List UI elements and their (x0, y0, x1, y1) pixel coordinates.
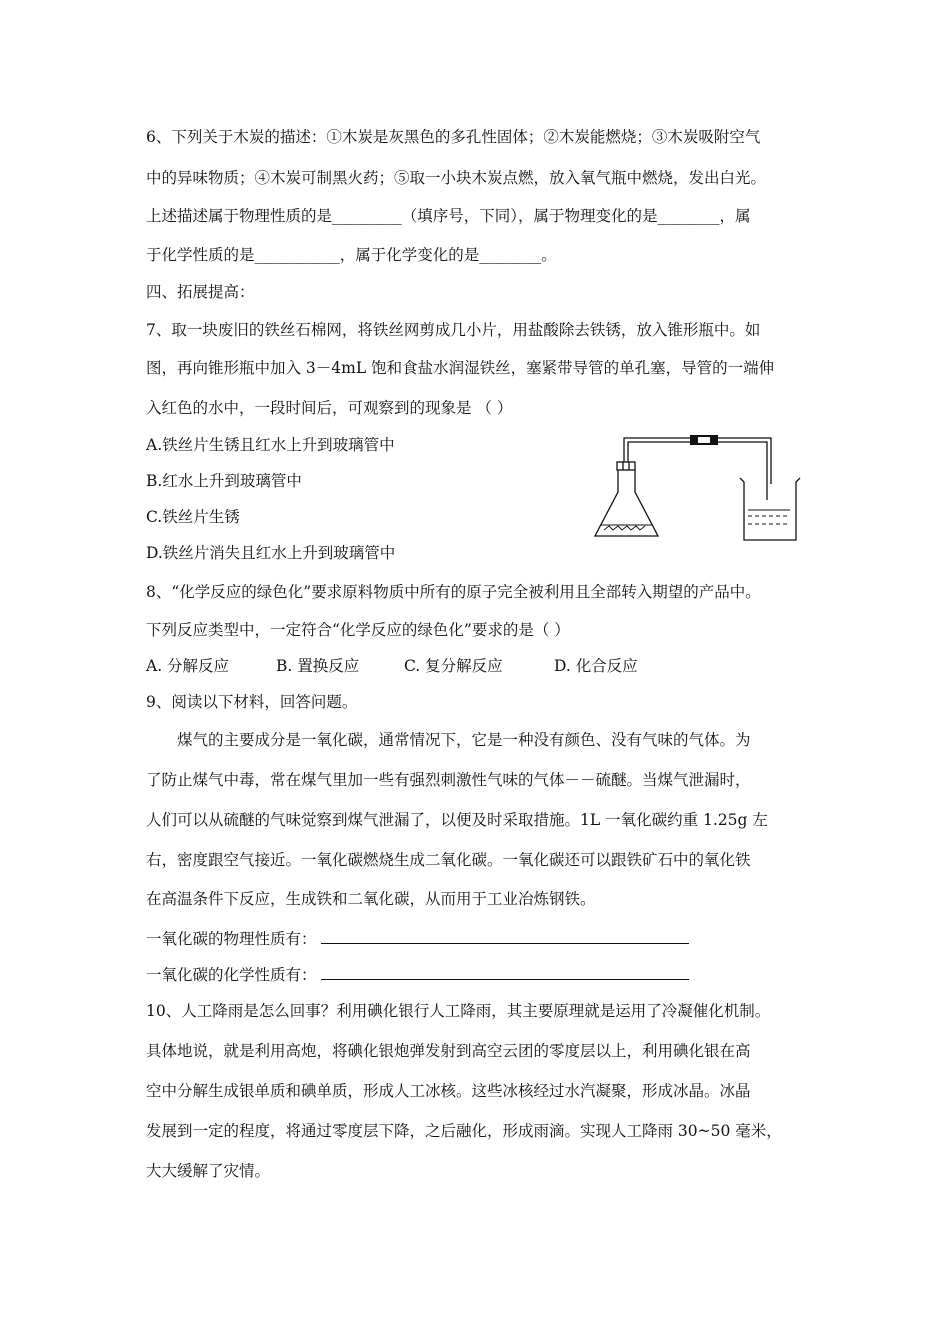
q9-chemical-properties (146, 965, 689, 985)
q7-line-1: 7、取一块废旧的铁丝石棉网，将铁丝网剪成几小片，用盐酸除去铁锈，放入锥形瓶中。如 (146, 321, 761, 339)
q10-line-1: 10、人工降雨是怎么回事？利用碘化银行人工降雨，其主要原理就是运用了冷凝催化机制。 (146, 1002, 771, 1020)
q10-line-3: 空中分解生成银单质和碘单质，形成人工冰核。这些冰核经过水汽凝聚，形成冰晶。冰晶 (146, 1082, 751, 1100)
q10-line-4: 发展到一定的程度，将通过零度层下降，之后融化，形成雨滴。实现人工降雨 30~50 毫米， (146, 1122, 782, 1140)
q9-passage-line-1: 煤气的主要成分是一氧化碳，通常情况下，它是一种没有颜色、没有气味的气体。为 (177, 731, 751, 749)
section-heading: 四、拓展提高： (146, 283, 255, 301)
physical-label: 一氧化碳的物理性质有： (146, 930, 317, 948)
q8-option-d: D. 化合反应 (554, 657, 638, 675)
q6-line-2: 中的异味物质；④木炭可制黑火药；⑤取一小块木炭点燃，放入氧气瓶中燃烧，发出白光。 (146, 169, 767, 187)
q10-line-2: 具体地说，就是利用高炮，将碘化银炮弹发射到高空云团的零度层以上，利用碘化银在高 (146, 1042, 751, 1060)
q7-option-c: C.铁丝片生锈 (146, 508, 240, 526)
q8-option-a: A. 分解反应 (146, 657, 230, 675)
q6-line-4: 于化学性质的是___________，属于化学变化的是________。 (146, 246, 557, 264)
apparatus-diagram (590, 432, 815, 557)
q7-line-3: 入红色的水中，一段时间后，可观察到的现象是 （ ） (146, 399, 513, 417)
q8-option-b: B. 置换反应 (276, 657, 360, 675)
q7-option-d: D.铁丝片消失且红水上升到玻璃管中 (146, 544, 396, 562)
physical-answer-blank[interactable] (321, 929, 689, 944)
q7-line-2: 图，再向锥形瓶中加入 3－4mL 饱和食盐水润湿铁丝，塞紧带导管的单孔塞，导管的一端伸 (146, 359, 775, 377)
q9-physical-properties (146, 929, 689, 949)
q9-passage-line-3: 人们可以从硫醚的气味觉察到煤气泄漏了，以便及时采取措施。1L 一氧化碳约重 1.25g 左 (146, 811, 768, 829)
q6-line-3: 上述描述属于物理性质的是_________（填序号，下同），属于物理变化的是________，属 (146, 207, 751, 225)
q9-passage-line-4: 右，密度跟空气接近。一氧化碳燃烧生成二氧化碳。一氧化碳还可以跟铁矿石中的氧化铁 (146, 851, 751, 869)
q6-line-1: 6、下列关于木炭的描述：①木炭是灰黑色的多孔性固体；②木炭能燃烧；③木炭吸附空气 (146, 128, 761, 146)
q8-line-1: 8、“化学反应的绿色化”要求原料物质中所有的原子完全被利用且全部转入期望的产品中。 (146, 583, 761, 601)
q8-option-c: C. 复分解反应 (404, 657, 503, 675)
q7-option-a: A.铁丝片生锈且红水上升到玻璃管中 (146, 436, 395, 454)
q9-passage-line-5: 在高温条件下反应，生成铁和二氧化碳，从而用于工业冶炼钢铁。 (146, 890, 596, 908)
chemical-answer-blank[interactable] (321, 965, 689, 980)
q9-line-1: 9、阅读以下材料，回答问题。 (146, 693, 358, 711)
q9-passage-line-2: 了防止煤气中毒，常在煤气里加一些有强烈刺激性气味的气体－－硫醚。当煤气泄漏时， (146, 771, 751, 789)
q8-line-2: 下列反应类型中，一定符合“化学反应的绿色化”要求的是（ ） (146, 621, 570, 639)
chemical-label: 一氧化碳的化学性质有： (146, 966, 317, 984)
q10-line-5: 大大缓解了灾情。 (146, 1162, 271, 1180)
q7-option-b: B.红水上升到玻璃管中 (146, 472, 302, 490)
